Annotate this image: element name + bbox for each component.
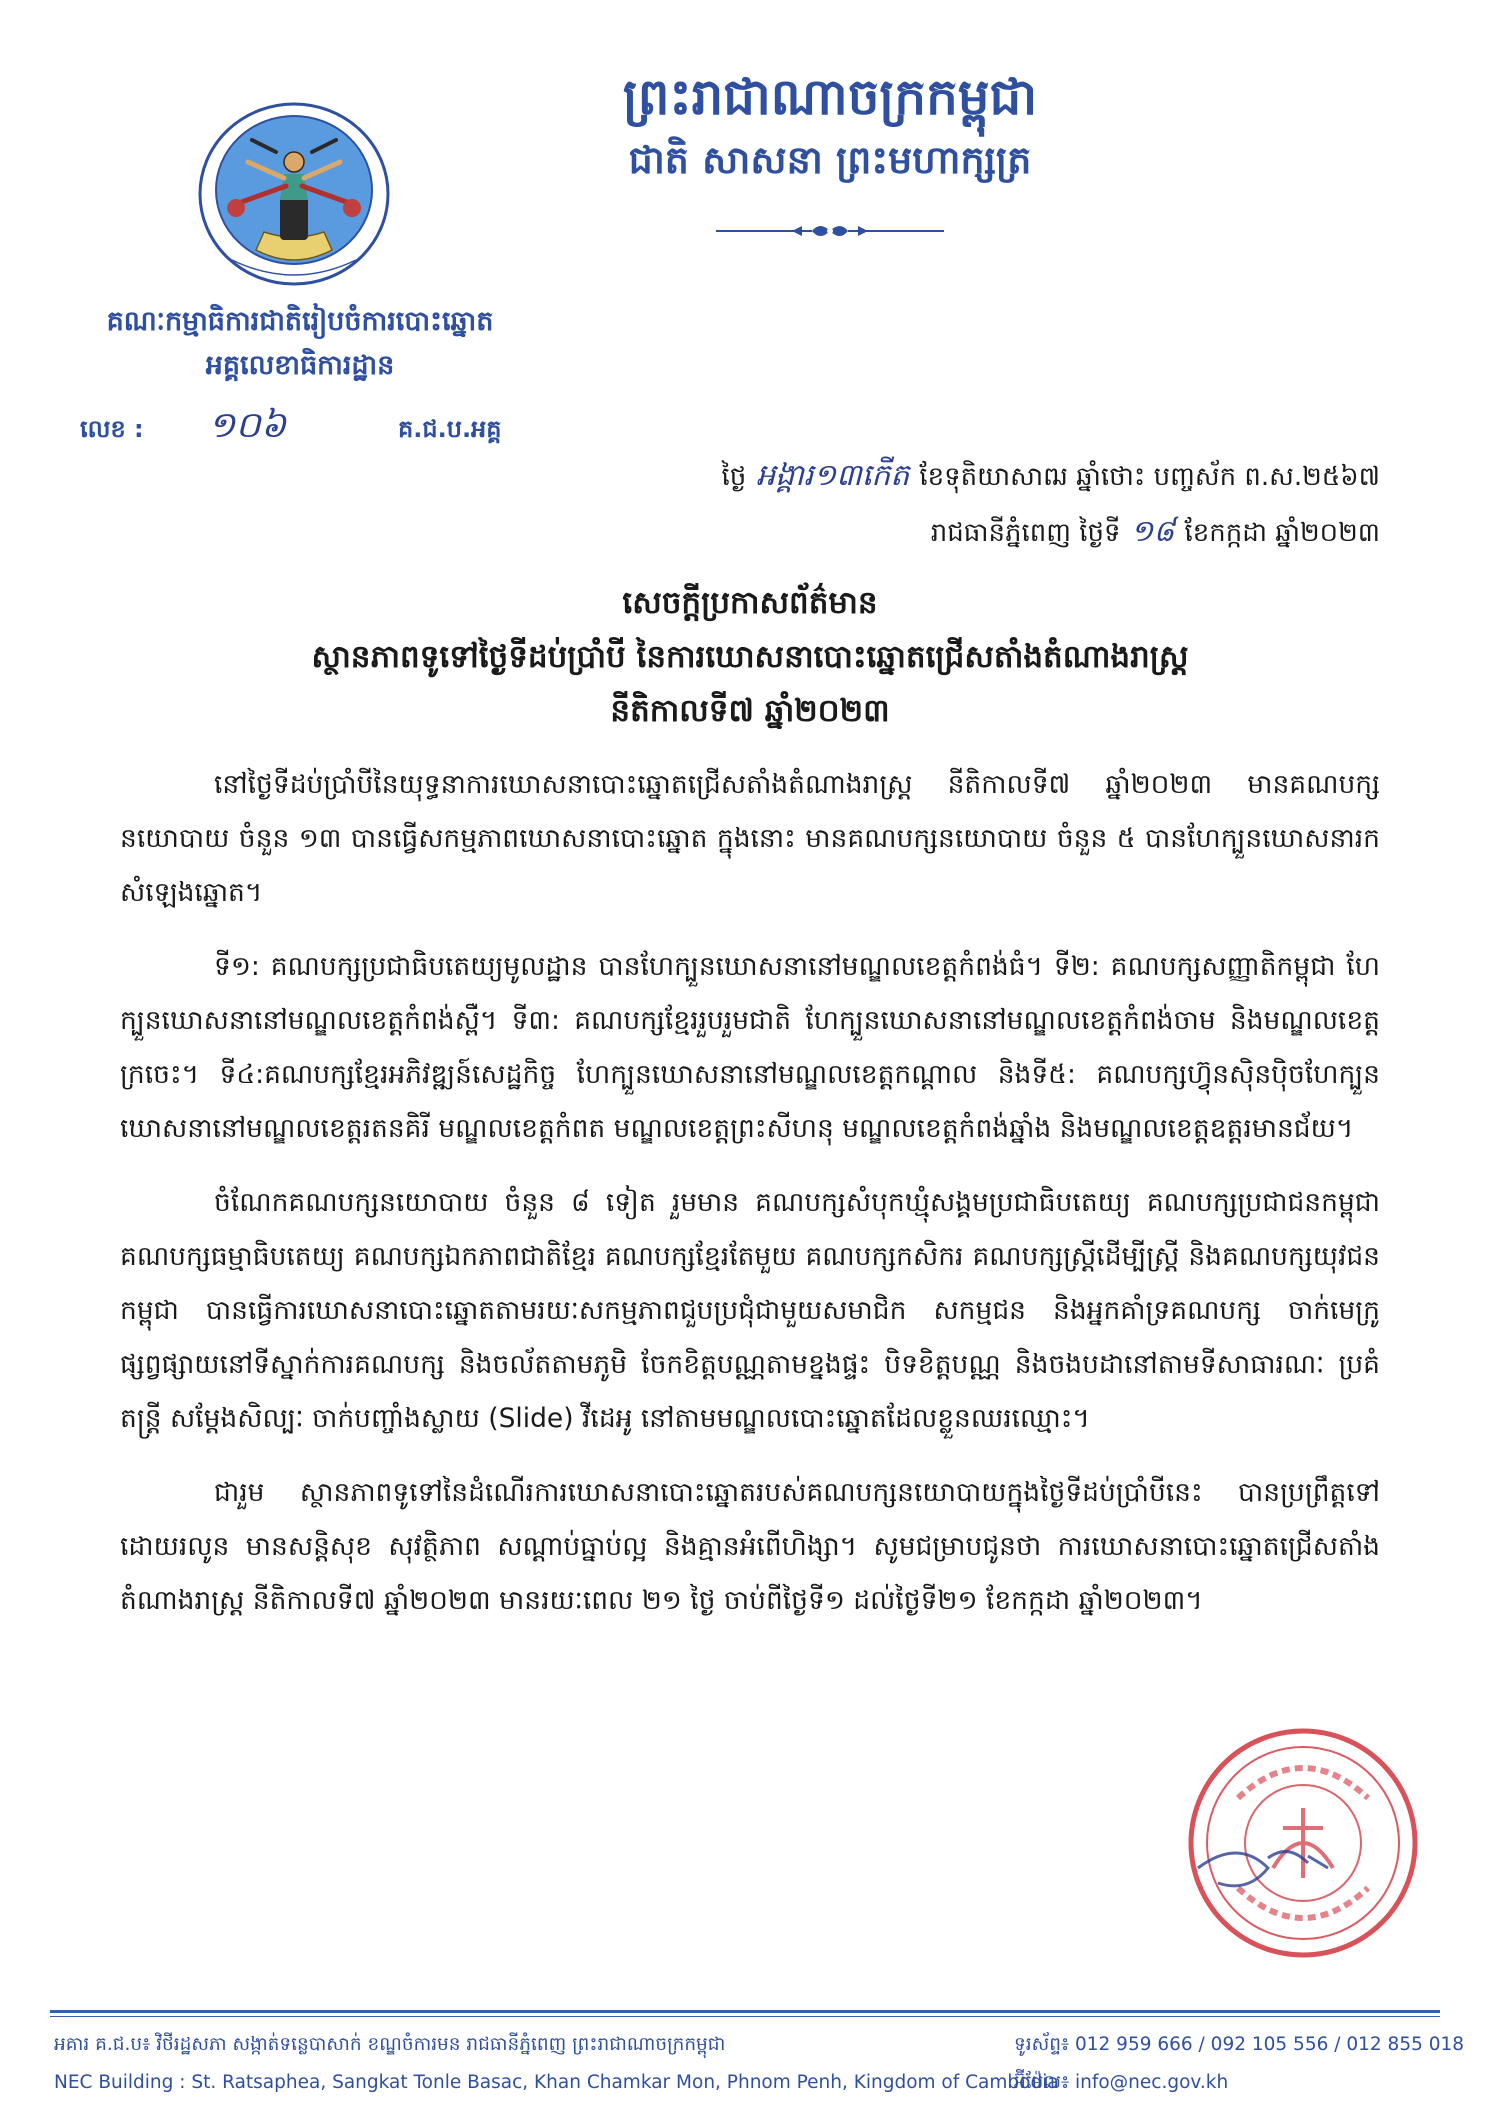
footer-rule xyxy=(50,2010,1440,2013)
agency-department: អគ្គលេខាធិការដ្ឋាន xyxy=(205,350,395,381)
national-motto: ជាតិ សាសនា ព្រះមហាក្សត្រ xyxy=(628,137,1032,182)
footer xyxy=(54,2026,1465,2102)
footer-phone: ទូរស័ព្ទ៖ 012 959 666 / 092 105 556 / 012 855 018 xyxy=(1014,2034,1465,2055)
ornament-divider-icon xyxy=(712,218,948,244)
paragraph-3: ចំណែកគណបក្សនយោបាយ ចំនួន ៨ ទៀត រួមមាន គណបក្សសំបុកឃ្មុំសង្គមប្រជាធិបតេយ្យ គណបក្សប្រជាជនកម្ពុជា គណបក្សធម្មាធិបតេយ្យ គណបក្សឯកភាពជាតិខ្មែរ គណបក្សខ្មែរតែមួយ គណបក្សកសិករ គណបក្សស្ត្រីដើម្បីស្ត្រី និងគណបក្សយុវជនកម្ពុជា បានធ្វើការឃោសនាបោះឆ្នោតតាមរយៈសកម្មភាពជួបប្រជុំជាមួយសមាជិក សកម្មជន និងអ្នកគាំទ្រគណបក្ស ចាក់មេក្រូផ្សព្វផ្សាយនៅទីស្នាក់ការគណបក្ស និងចល័តតាមភូមិ ចែកខិត្តបណ្ណតាមខ្នងផ្ទះ បិទខិត្តបណ្ណ និងចងបដានៅតាមទីសាធារណៈ ប្រគំតន្ត្រី សម្តែងសិល្បៈ ចាក់បញ្ចាំងស្លាយ (Slide) វីដេអូ នៅតាមមណ្ឌលបោះឆ្នោតដែលខ្លួនឈរឈ្មោះ។ xyxy=(120,1187,1380,1434)
footer-rule-thin xyxy=(50,2016,1440,2017)
footer-address-en: NEC Building : St. Ratsaphea, Sangkat Tonle Basac, Khan Chamkar Mon, Phnom Penh, Kingdom of Cambodia xyxy=(54,2072,1059,2093)
footer-email: អ៊ីម៉ែល៖ info@nec.gov.kh xyxy=(1014,2072,1229,2093)
title-line-2: ស្ថានភាពទូទៅថ្ងៃទីដប់ប្រាំបី នៃការឃោសនាបោះឆ្នោតជ្រើសតាំងតំណាងរាស្ត្រ xyxy=(311,639,1189,675)
agency-name: គណៈកម្មាធិការជាតិរៀបចំការបោះឆ្នោត xyxy=(106,306,494,337)
document-body xyxy=(120,758,1380,1648)
lunar-date-rest: ខែទុតិយាសាឍ ឆ្នាំថោះ បញ្ចស័ក ព.ស.២៥៦៧ xyxy=(919,462,1380,492)
lunar-date xyxy=(520,448,1380,504)
solar-date-handwritten: ១៨ xyxy=(1130,514,1175,549)
solar-date-rest: ខែកក្កដា ឆ្នាំ២០២៣ xyxy=(1184,518,1380,548)
kingdom-name: ព្រះរាជាណាចក្រកម្ពុជា xyxy=(622,67,1038,126)
solar-date-prefix: រាជធានីភ្នំពេញ ថ្ងៃទី xyxy=(930,518,1121,548)
reference-line xyxy=(80,402,540,452)
nec-logo-icon xyxy=(196,100,392,288)
reference-code: គ.ជ.ប.អគ្គ xyxy=(398,415,502,443)
kingdom-header xyxy=(560,62,1100,188)
title-line-3: នីតិកាលទី៧ ឆ្នាំ២០២៣ xyxy=(610,693,890,729)
document-title xyxy=(150,576,1350,738)
reference-number: ១០៦ xyxy=(208,405,287,446)
lunar-date-handwritten: អង្គារ១៣កើត xyxy=(756,458,910,493)
lunar-date-prefix: ថ្ងៃ xyxy=(721,462,747,492)
paragraph-1: នៅថ្ងៃទីដប់ប្រាំបីនៃយុទ្ធនាការឃោសនាបោះឆ្នោតជ្រើសតាំងតំណាងរាស្ត្រ នីតិកាលទី៧ ឆ្នាំ២០២៣ មានគណបក្សនយោបាយ ចំនួន ១៣ បានធ្វើសកម្មភាពឃោសនាបោះឆ្នោត ក្នុងនោះ មានគណបក្សនយោបាយ ចំនួន ៥ បានហែក្បួនឃោសនារកសំឡេងឆ្នោត។ xyxy=(120,769,1380,908)
title-line-1: សេចក្តីប្រកាសព័ត៌មាន xyxy=(622,585,878,621)
paragraph-4: ជារួម ស្ថានភាពទូទៅនៃដំណើរការឃោសនាបោះឆ្នោតរបស់គណបក្សនយោបាយក្នុងថ្ងៃទីដប់ប្រាំបីនេះ បានប្រព្រឹត្តទៅដោយរលូន មានសន្តិសុខ សុវត្ថិភាព សណ្តាប់ធ្នាប់ល្អ និងគ្មានអំពើហិង្សា។ សូមជម្រាបជូនថា ការឃោសនាបោះឆ្នោតជ្រើសតាំងតំណាងរាស្ត្រ នីតិកាលទី៧ ឆ្នាំ២០២៣ មានរយៈពេល ២១ ថ្ងៃ ចាប់ពីថ្ងៃទី១ ដល់ថ្ងៃទី២១ ខែកក្កដា ឆ្នាំ២០២៣។ xyxy=(120,1477,1380,1616)
agency-block xyxy=(40,300,560,388)
reference-label: លេខ : xyxy=(80,415,144,443)
footer-address-km: អគារ គ.ជ.ប៖ វិថីរដ្ឋសភា សង្កាត់ទន្លេបាសាក់ ខណ្ឌចំការមន រាជធានីភ្នំពេញ ព្រះរាជាណាចក្រកម្ពុជា xyxy=(54,2034,726,2055)
solar-date xyxy=(520,504,1380,560)
official-seal-icon xyxy=(1178,1718,1428,1968)
paragraph-2: ទី១: គណបក្សប្រជាធិបតេយ្យមូលដ្ឋាន បានហែក្បួនឃោសនានៅមណ្ឌលខេត្តកំពង់ធំ។ ទី២: គណបក្សសញ្ញាតិកម្ពុជា ហែក្បួនឃោសនានៅមណ្ឌលខេត្តកំពង់ស្ពឺ។ ទី៣: គណបក្សខ្មែររួបរួមជាតិ ហែក្បួនឃោសនានៅមណ្ឌលខេត្តកំពង់ចាម និងមណ្ឌលខេត្តក្រចេះ។ ទី៤:គណបក្សខ្មែរអភិវឌ្ឍន៍សេដ្ឋកិច្ច ហែក្បួនឃោសនានៅមណ្ឌលខេត្តកណ្តាល និងទី៥: គណបក្សហ៊្វុនស៊ិនប៉ិចហែក្បួនឃោសនានៅមណ្ឌលខេត្តរតនគិរី មណ្ឌលខេត្តកំពត មណ្ឌលខេត្តព្រះសីហនុ មណ្ឌលខេត្តកំពង់ឆ្នាំង និងមណ្ឌលខេត្តឧត្តរមានជ័យ។ xyxy=(120,951,1380,1144)
date-block xyxy=(520,448,1380,560)
